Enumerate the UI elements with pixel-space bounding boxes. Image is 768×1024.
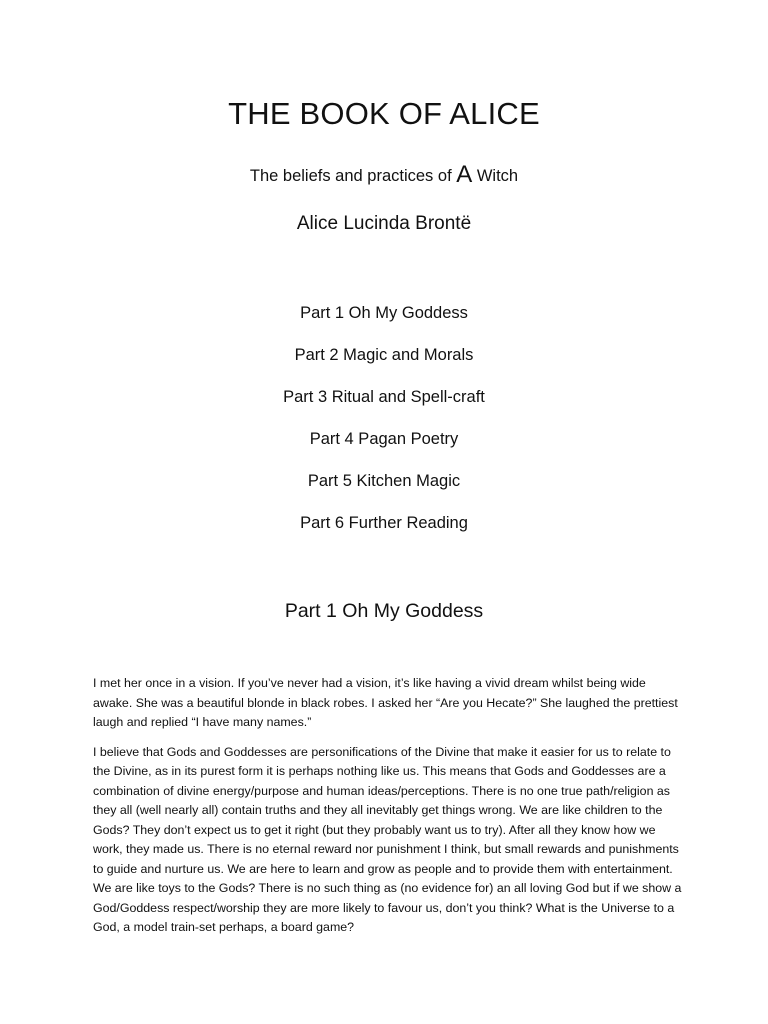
toc-item-part-6: Part 6 Further Reading	[300, 514, 468, 532]
toc-item-part-1: Part 1 Oh My Goddess	[300, 304, 468, 322]
subtitle-text-after: Witch	[472, 167, 519, 185]
body-paragraph: I met her once in a vision. If you’ve never had a vision, it’s like having a vivid dream whilst being wide awake. She was a beautiful blonde in black robes. I asked her “Are you Hecate?” She laughed the prettiest laugh and replied “I have many names.”	[93, 676, 678, 729]
section-heading: Part 1 Oh My Goddess	[284, 600, 484, 622]
book-title: THE BOOK OF ALICE	[228, 96, 540, 131]
body-paragraph: I believe that Gods and Goddesses are personifications of the Divine that make it easier for us to relate to the Divine, as in its purest form it is perhaps nothing like us. This means that Gods and Goddesses are a combination of divine energy/purpose and human ideas/perceptions. There is no one true path/religion as they all (well nearly all) contain truths and they all inevitably get things wrong. We are like children to the Gods? They don’t expect us to get it right (but they probably want us to try). After all they know how we work, they made us. There is no eternal reward nor punishment I think, but small rewards and punishments to guide and nurture us. We are here to learn and grow as people and to provide them with entertainment. We are like toys to the Gods? There is no such thing as (no evidence for) an all loving God but if we show a God/Goddess respect/worship they are more likely to favour us, don’t you think? What is the Universe to a God, a model train-set perhaps, a board game?	[93, 744, 682, 934]
section-body	[93, 674, 685, 948]
table-of-contents	[0, 299, 768, 551]
book-author: Alice Lucinda Brontë	[296, 213, 472, 234]
toc-item-part-3: Part 3 Ritual and Spell-craft	[283, 388, 485, 406]
toc-item-part-4: Part 4 Pagan Poetry	[309, 430, 459, 448]
toc-item-part-2: Part 2 Magic and Morals	[294, 346, 474, 364]
toc-item-part-5: Part 5 Kitchen Magic	[307, 472, 461, 490]
subtitle-big-letter: A	[456, 161, 473, 188]
subtitle-text-before: The beliefs and practices of	[249, 167, 457, 185]
book-subtitle	[0, 160, 768, 191]
